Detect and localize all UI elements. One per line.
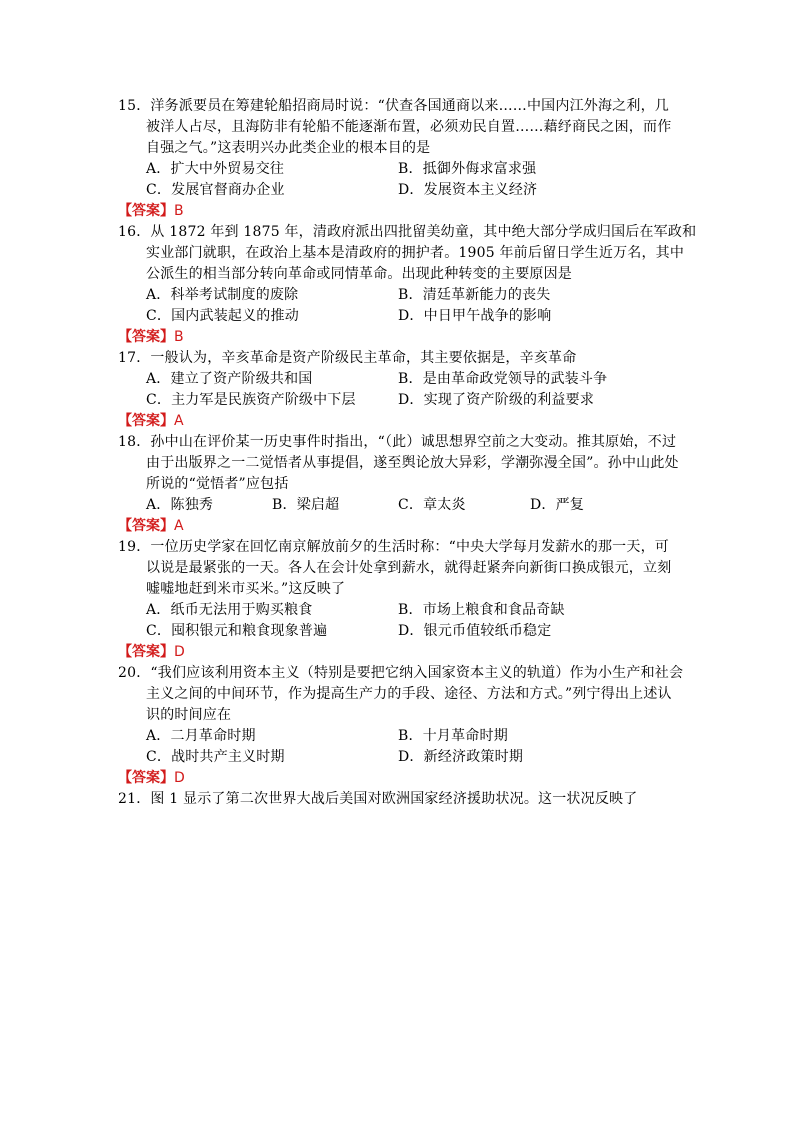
option-d: D．严复 (530, 497, 585, 513)
question-stem-line: 15．洋务派要员在筹建轮船招商局时说：“伏查各国通商以来……中国内江外海之利，几 (118, 98, 669, 114)
option-b: B．梁启超 (272, 497, 340, 513)
answer-line (118, 411, 184, 431)
option-d: D．银元币值较纸币稳定 (398, 623, 552, 639)
option-b: B．十月革命时期 (398, 728, 508, 744)
question-stem-line: 被洋人占尽，且海防非有轮船不能逐渐布置，必须劝民自置……藉纾商民之困，而作 (146, 119, 672, 135)
answer-line (118, 516, 184, 536)
question-stem-line: 以说是最紧张的一天。各人在会计处拿到薪水，就得赶紧奔向新街口换成银元，立刻 (146, 560, 672, 576)
option-d: D．中日甲午战争的影响 (398, 308, 552, 324)
answer-line (118, 642, 185, 662)
question-stem-line: 21．图 1 显示了第二次世界大战后美国对欧洲国家经济援助状况。这一状况反映了 (118, 791, 638, 807)
question-stem-line: 主义之间的中间环节，作为提高生产力的手段、途径、方法和方式。”列宁得出上述认 (146, 686, 672, 702)
option-a: A．建立了资产阶级共和国 (146, 371, 313, 387)
answer-label: 【答案】 (118, 518, 174, 534)
option-b: B．清廷革新能力的丧失 (398, 287, 551, 303)
option-c: C．发展官督商办企业 (146, 182, 285, 198)
question-stem-line: 19．一位历史学家在回忆南京解放前夕的生活时称：“中央大学每月发薪水的那一天，可 (118, 539, 669, 555)
answer-value: B (174, 329, 184, 345)
question-stem-line: 所说的“觉悟者”应包括 (146, 476, 289, 492)
question-stem-line: 实业部门就职，在政治上基本是清政府的拥护者。1905 年前后留日学生近万名，其中 (146, 245, 685, 261)
option-b: B．抵御外侮求富求强 (398, 161, 537, 177)
answer-value: D (174, 644, 185, 660)
answer-line (118, 327, 184, 347)
option-b: B．市场上粮食和食品奇缺 (398, 602, 565, 618)
answer-label: 【答案】 (118, 770, 174, 786)
question-stem-line: 由于出版界之一二觉悟者从事提倡，遂至舆论放大异彩，学潮弥漫全国”。孙中山此处 (146, 455, 679, 471)
question-stem-line: 20．“我们应该利用资本主义（特别是要把它纳入国家资本主义的轨道）作为小生产和社会 (118, 665, 684, 681)
answer-line (118, 768, 185, 788)
option-c: C．囤积银元和粮食现象普遍 (146, 623, 328, 639)
option-b: B．是由革命政党领导的武装斗争 (398, 371, 608, 387)
question-stem-line: 18．孙中山在评价某一历史事件时指出，“（此）诚思想界空前之大变动。推其原始，不过 (118, 434, 677, 450)
option-a: A．二月革命时期 (146, 728, 256, 744)
option-a: A．纸币无法用于购买粮食 (146, 602, 313, 618)
answer-label: 【答案】 (118, 644, 174, 660)
answer-value: A (174, 413, 184, 429)
answer-label: 【答案】 (118, 413, 174, 429)
option-a: A．扩大中外贸易交往 (146, 161, 285, 177)
option-d: D．实现了资产阶级的利益要求 (398, 392, 595, 408)
option-a: A．科举考试制度的废除 (146, 287, 299, 303)
question-stem-line: 公派生的相当部分转向革命或同情革命。出现此种转变的主要原因是 (146, 266, 572, 282)
question-stem-line: 16．从 1872 年到 1875 年，清政府派出四批留美幼童，其中绝大部分学成归国后在军政和 (118, 224, 697, 240)
answer-value: D (174, 770, 185, 786)
answer-label: 【答案】 (118, 203, 174, 219)
question-stem-line: 自强之气。”这表明兴办此类企业的根本目的是 (146, 140, 431, 156)
question-stem-line: 17．一般认为，辛亥革命是资产阶级民主革命，其主要依据是，辛亥革命 (118, 350, 577, 366)
option-d: D．新经济政策时期 (398, 749, 524, 765)
option-c: C．国内武装起义的推动 (146, 308, 299, 324)
question-stem-line: 嘘嘘地赶到米市买米。”这反映了 (146, 581, 346, 597)
answer-value: B (174, 203, 184, 219)
option-a: A．陈独秀 (146, 497, 214, 513)
option-c: C．章太炎 (398, 497, 466, 513)
question-stem-line: 识的时间应在 (146, 707, 232, 723)
option-c: C．战时共产主义时期 (146, 749, 285, 765)
option-d: D．发展资本主义经济 (398, 182, 538, 198)
answer-value: A (174, 518, 184, 534)
answer-line (118, 201, 184, 221)
option-c: C．主力军是民族资产阶级中下层 (146, 392, 356, 408)
answer-label: 【答案】 (118, 329, 174, 345)
